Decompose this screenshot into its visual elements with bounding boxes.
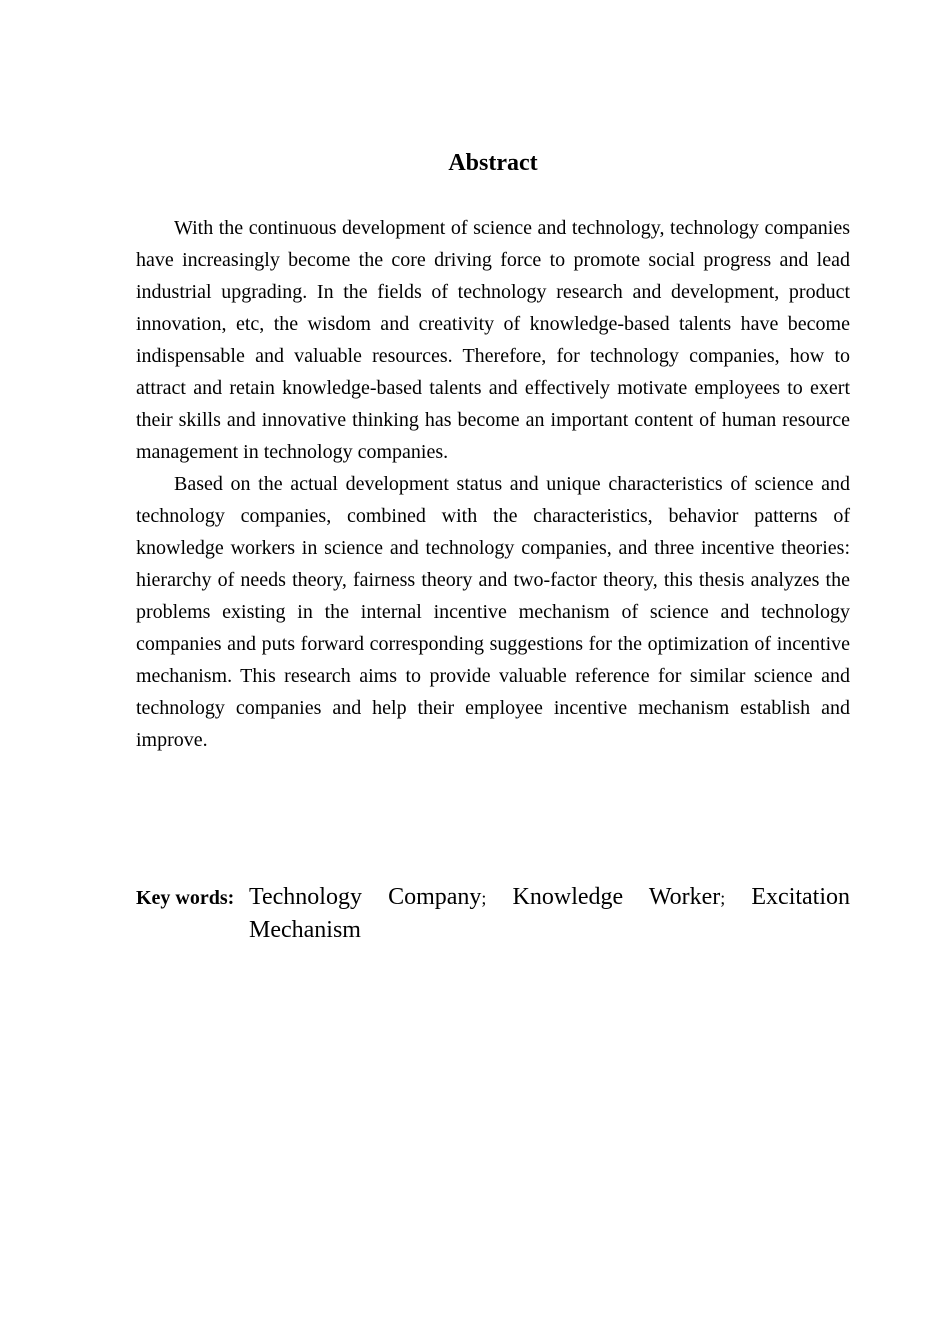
- keywords-list: [249, 881, 850, 946]
- keyword-item: Technology Company: [249, 884, 482, 910]
- keyword-item: Knowledge Worker: [512, 884, 721, 910]
- keywords-line: [136, 881, 850, 946]
- abstract-title: Abstract: [448, 150, 538, 176]
- keyword-separator: ;: [720, 888, 726, 908]
- keyword-item: Excitation Mechanism: [249, 884, 851, 943]
- abstract-paragraph-1: With the continuous development of science and technology, technology companies have increasingly become the core driving force to promote social progress and lead industrial upgrading. In the fields of technology research and development, product innovation, etc, the wisdom and creativity of knowledge-based talents have become indispensable and valuable resources. Therefore, for technology companies, how to attract and retain knowledge-based talents and effectively motivate employees to exert their skills and innovative thinking has become an important content of human resource management in technology companies.: [136, 217, 850, 463]
- keywords-label: Key words:: [136, 887, 235, 909]
- abstract-paragraph-2: Based on the actual development status and unique characteristics of science and technology companies, combined with the characteristics, behavior patterns of knowledge workers in science and technology companies, and three incentive theories: hierarchy of needs theory, fairness theory and two-factor theory, this thesis analyzes the problems existing in the internal incentive mechanism of science and technology companies and puts forward corresponding suggestions for the optimization of incentive mechanism. This research aims to provide valuable reference for similar science and technology companies and help their employee incentive mechanism establish and improve.: [136, 473, 850, 751]
- keyword-separator: ;: [481, 888, 487, 908]
- abstract-body: [136, 212, 850, 756]
